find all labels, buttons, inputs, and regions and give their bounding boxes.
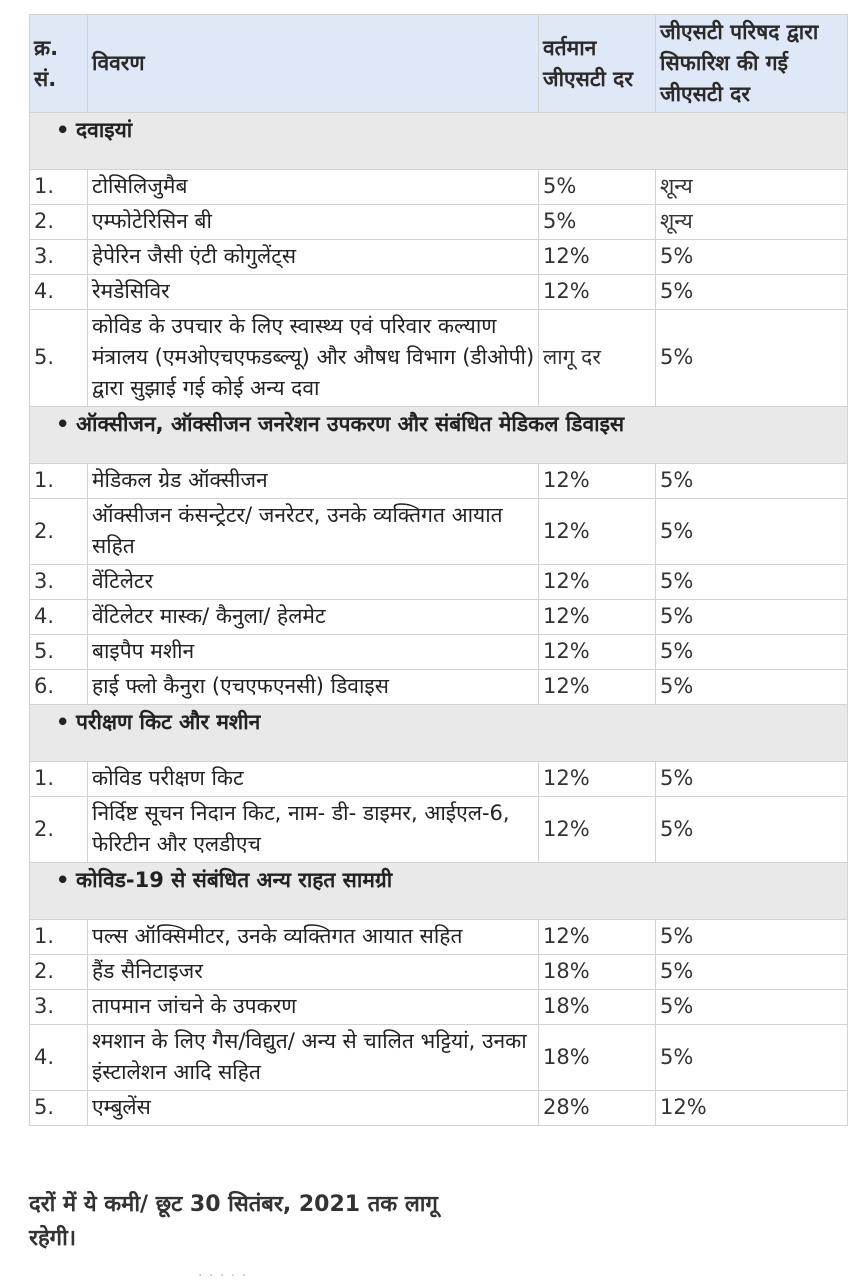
row-number: 4. — [30, 1025, 88, 1091]
row-current-rate: 12% — [539, 565, 656, 600]
gst-rate-table — [29, 14, 848, 1126]
row-current-rate: 12% — [539, 600, 656, 635]
row-current-rate: 28% — [539, 1091, 656, 1126]
row-current-rate: 12% — [539, 464, 656, 499]
row-description: वेंटिलेटर मास्क/ कैनुला/ हेलमेट — [88, 600, 539, 635]
header-sno: क्र. सं. — [30, 15, 88, 113]
table-row — [30, 635, 848, 670]
header-current-rate: वर्तमान जीएसटी दर — [539, 15, 656, 113]
row-current-rate: लागू दर — [539, 310, 656, 407]
table-row — [30, 762, 848, 797]
row-recommended-rate: 5% — [656, 955, 848, 990]
row-recommended-rate: 5% — [656, 670, 848, 705]
table-row — [30, 275, 848, 310]
row-current-rate: 12% — [539, 240, 656, 275]
row-recommended-rate: शून्य — [656, 170, 848, 205]
row-current-rate: 12% — [539, 275, 656, 310]
table-row — [30, 1091, 848, 1126]
row-current-rate: 12% — [539, 762, 656, 797]
row-recommended-rate: 5% — [656, 499, 848, 565]
row-number: 5. — [30, 1091, 88, 1126]
row-recommended-rate: 5% — [656, 565, 848, 600]
row-description: हेपेरिन जैसी एंटी कोगुलेंट्स — [88, 240, 539, 275]
row-number: 1. — [30, 920, 88, 955]
section-title-text: परीक्षण किट और मशीन — [76, 710, 261, 734]
row-recommended-rate: 5% — [656, 920, 848, 955]
row-number: 2. — [30, 499, 88, 565]
table-row — [30, 600, 848, 635]
row-number: 2. — [30, 797, 88, 863]
section-title-text: ऑक्सीजन, ऑक्सीजन जनरेशन उपकरण और संबंधित मेडिकल डिवाइस — [76, 412, 625, 436]
table-row — [30, 670, 848, 705]
table-row — [30, 955, 848, 990]
row-description: पल्स ऑक्सिमीटर, उनके व्यक्तिगत आयात सहित — [88, 920, 539, 955]
row-description: टोसिलिजुमैब — [88, 170, 539, 205]
section-title — [30, 863, 848, 920]
row-recommended-rate: 5% — [656, 762, 848, 797]
section-title — [30, 705, 848, 762]
section-title-text: कोविड-19 से संबंधित अन्य राहत सामग्री — [76, 868, 393, 892]
row-recommended-rate: 5% — [656, 464, 848, 499]
section-title — [30, 407, 848, 464]
table-row — [30, 499, 848, 565]
row-description: हैंड सैनिटाइजर — [88, 955, 539, 990]
row-description: बाइपैप मशीन — [88, 635, 539, 670]
row-description: कोविड परीक्षण किट — [88, 762, 539, 797]
row-number: 1. — [30, 170, 88, 205]
row-number: 2. — [30, 205, 88, 240]
row-description: एम्फोटेरिसिन बी — [88, 205, 539, 240]
row-description: ऑक्सीजन कंसन्ट्रेटर/ जनरेटर, उनके व्यक्तिगत आयात सहित — [88, 499, 539, 565]
row-recommended-rate: 5% — [656, 310, 848, 407]
table-row — [30, 1025, 848, 1091]
table-row — [30, 920, 848, 955]
table-row — [30, 797, 848, 863]
table-row — [30, 310, 848, 407]
table-row — [30, 240, 848, 275]
row-number: 1. — [30, 762, 88, 797]
row-number: 5. — [30, 635, 88, 670]
partial-text-decoration: · · · · · — [198, 1268, 248, 1282]
row-recommended-rate: 5% — [656, 275, 848, 310]
row-current-rate: 5% — [539, 170, 656, 205]
table-row — [30, 205, 848, 240]
row-current-rate: 18% — [539, 955, 656, 990]
row-description: हाई फ्लो कैनुरा (एचएफएनसी) डिवाइस — [88, 670, 539, 705]
section-title — [30, 113, 848, 170]
row-number: 4. — [30, 275, 88, 310]
table-body — [30, 113, 848, 1126]
table-row — [30, 990, 848, 1025]
row-recommended-rate: 5% — [656, 635, 848, 670]
row-description: कोविड के उपचार के लिए स्वास्थ्य एवं परिवार कल्याण मंत्रालय (एमओएचएफडब्ल्यू) और औषध विभाग (डीओपी) द्वारा सुझाई गई कोई अन्य दवा — [88, 310, 539, 407]
bullet-icon: • — [56, 868, 70, 892]
row-description: निर्दिष्ट सूचन निदान किट, नाम- डी- डाइमर, आईएल-6, फेरिटीन और एलडीएच — [88, 797, 539, 863]
section-header-row — [30, 863, 848, 920]
footer-note: दरों में ये कमी/ छूट 30 सितंबर, 2021 तक लागू रहेगी। — [29, 1192, 438, 1251]
table-row — [30, 170, 848, 205]
row-description: वेंटिलेटर — [88, 565, 539, 600]
table-row — [30, 565, 848, 600]
row-current-rate: 12% — [539, 920, 656, 955]
row-number: 3. — [30, 990, 88, 1025]
row-recommended-rate: 5% — [656, 240, 848, 275]
row-current-rate: 12% — [539, 499, 656, 565]
row-number: 1. — [30, 464, 88, 499]
bullet-icon: • — [56, 412, 70, 436]
bullet-icon: • — [56, 118, 70, 142]
row-recommended-rate: 5% — [656, 990, 848, 1025]
row-number: 3. — [30, 240, 88, 275]
section-header-row — [30, 407, 848, 464]
section-header-row — [30, 705, 848, 762]
row-current-rate: 5% — [539, 205, 656, 240]
row-number: 4. — [30, 600, 88, 635]
table-header-row — [30, 15, 848, 113]
bullet-icon: • — [56, 710, 70, 734]
row-recommended-rate: 5% — [656, 797, 848, 863]
row-recommended-rate: 12% — [656, 1091, 848, 1126]
row-current-rate: 18% — [539, 1025, 656, 1091]
row-recommended-rate: 5% — [656, 600, 848, 635]
row-current-rate: 12% — [539, 635, 656, 670]
section-header-row — [30, 113, 848, 170]
row-description: एम्बुलेंस — [88, 1091, 539, 1126]
header-description: विवरण — [88, 15, 539, 113]
row-current-rate: 18% — [539, 990, 656, 1025]
section-title-text: दवाइयां — [76, 118, 133, 142]
row-recommended-rate: 5% — [656, 1025, 848, 1091]
row-number: 6. — [30, 670, 88, 705]
header-recommended-rate: जीएसटी परिषद द्वारा सिफारिश की गई जीएसटी दर — [656, 15, 848, 113]
row-number: 2. — [30, 955, 88, 990]
row-number: 3. — [30, 565, 88, 600]
row-description: श्मशान के लिए गैस/विद्युत/ अन्य से चालित भट्टियां, उनका इंस्टालेशन आदि सहित — [88, 1025, 539, 1091]
row-description: तापमान जांचने के उपकरण — [88, 990, 539, 1025]
row-current-rate: 12% — [539, 797, 656, 863]
row-number: 5. — [30, 310, 88, 407]
row-current-rate: 12% — [539, 670, 656, 705]
row-recommended-rate: शून्य — [656, 205, 848, 240]
table-row — [30, 464, 848, 499]
row-description: रेमडेसिविर — [88, 275, 539, 310]
row-description: मेडिकल ग्रेड ऑक्सीजन — [88, 464, 539, 499]
